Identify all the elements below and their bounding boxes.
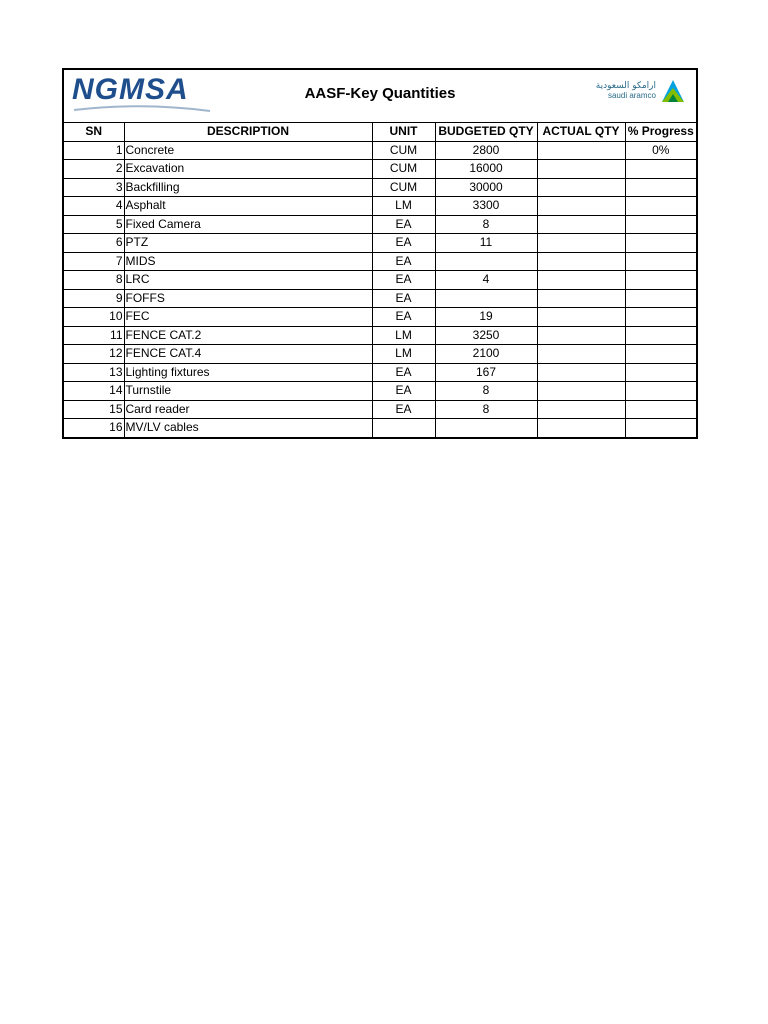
cell-progress: 0%: [625, 141, 696, 160]
table-row: [64, 234, 696, 253]
cell-sn: 9: [64, 289, 124, 308]
sheet-header: [64, 70, 696, 123]
cell-description: FEC: [124, 308, 372, 327]
cell-unit: CUM: [372, 160, 435, 179]
cell-description: Asphalt: [124, 197, 372, 216]
cell-unit: EA: [372, 382, 435, 401]
table-row: [64, 308, 696, 327]
cell-actual-qty: [537, 215, 625, 234]
cell-sn: 14: [64, 382, 124, 401]
aramco-arabic-text: ارامكو السعودية: [595, 81, 656, 91]
cell-actual-qty: [537, 252, 625, 271]
column-header-budgeted-qty: BUDGETED QTY: [435, 123, 537, 141]
cell-progress: [625, 160, 696, 179]
cell-description: Lighting fixtures: [124, 363, 372, 382]
cell-unit: EA: [372, 252, 435, 271]
cell-description: FENCE CAT.4: [124, 345, 372, 364]
cell-progress: [625, 382, 696, 401]
table-row: [64, 345, 696, 364]
cell-progress: [625, 326, 696, 345]
table-header-row: [64, 123, 696, 141]
cell-unit: LM: [372, 197, 435, 216]
cell-actual-qty: [537, 326, 625, 345]
cell-description: LRC: [124, 271, 372, 290]
aramco-logo: [596, 78, 686, 104]
cell-budgeted-qty: 11: [435, 234, 537, 253]
cell-budgeted-qty: [435, 419, 537, 437]
cell-unit: LM: [372, 326, 435, 345]
cell-unit: EA: [372, 400, 435, 419]
cell-progress: [625, 308, 696, 327]
cell-progress: [625, 234, 696, 253]
cell-actual-qty: [537, 271, 625, 290]
cell-description: Turnstile: [124, 382, 372, 401]
cell-budgeted-qty: [435, 252, 537, 271]
cell-description: Fixed Camera: [124, 215, 372, 234]
cell-budgeted-qty: 167: [435, 363, 537, 382]
page-title: AASF-Key Quantities: [304, 85, 456, 102]
ngmsa-swoosh-icon: [72, 104, 212, 114]
table-row: [64, 271, 696, 290]
cell-budgeted-qty: 30000: [435, 178, 537, 197]
cell-actual-qty: [537, 197, 625, 216]
cell-budgeted-qty: 8: [435, 400, 537, 419]
table-row: [64, 215, 696, 234]
cell-budgeted-qty: 2100: [435, 345, 537, 364]
table-row: [64, 363, 696, 382]
cell-description: FOFFS: [124, 289, 372, 308]
cell-budgeted-qty: 2800: [435, 141, 537, 160]
cell-unit: EA: [372, 289, 435, 308]
cell-actual-qty: [537, 160, 625, 179]
cell-description: MV/LV cables: [124, 419, 372, 437]
cell-sn: 2: [64, 160, 124, 179]
cell-sn: 13: [64, 363, 124, 382]
cell-sn: 3: [64, 178, 124, 197]
cell-sn: 1: [64, 141, 124, 160]
cell-sn: 4: [64, 197, 124, 216]
cell-unit: EA: [372, 234, 435, 253]
cell-sn: 16: [64, 419, 124, 437]
cell-unit: CUM: [372, 141, 435, 160]
cell-actual-qty: [537, 234, 625, 253]
cell-description: PTZ: [124, 234, 372, 253]
cell-progress: [625, 252, 696, 271]
cell-actual-qty: [537, 382, 625, 401]
cell-budgeted-qty: 8: [435, 215, 537, 234]
column-header-unit: UNIT: [372, 123, 435, 141]
cell-actual-qty: [537, 363, 625, 382]
table-row: [64, 400, 696, 419]
cell-description: MIDS: [124, 252, 372, 271]
table-row: [64, 197, 696, 216]
cell-description: Excavation: [124, 160, 372, 179]
key-quantities-sheet: [62, 68, 698, 439]
cell-sn: 8: [64, 271, 124, 290]
table-row: [64, 141, 696, 160]
cell-progress: [625, 400, 696, 419]
cell-progress: [625, 363, 696, 382]
quantities-table: [64, 123, 696, 437]
cell-budgeted-qty: 19: [435, 308, 537, 327]
cell-sn: 5: [64, 215, 124, 234]
cell-actual-qty: [537, 141, 625, 160]
cell-budgeted-qty: 8: [435, 382, 537, 401]
column-header-sn: SN: [64, 123, 124, 141]
cell-progress: [625, 215, 696, 234]
aramco-wordmark: [596, 81, 656, 101]
cell-description: FENCE CAT.2: [124, 326, 372, 345]
cell-description: Backfilling: [124, 178, 372, 197]
cell-actual-qty: [537, 289, 625, 308]
cell-description: Concrete: [124, 141, 372, 160]
column-header-progress: % Progress: [625, 123, 696, 141]
table-row: [64, 382, 696, 401]
cell-sn: 15: [64, 400, 124, 419]
cell-unit: [372, 419, 435, 437]
cell-unit: EA: [372, 308, 435, 327]
cell-progress: [625, 197, 696, 216]
cell-budgeted-qty: [435, 289, 537, 308]
ngmsa-logo: NGMSA: [72, 73, 189, 106]
cell-unit: CUM: [372, 178, 435, 197]
cell-actual-qty: [537, 419, 625, 437]
aramco-english-text: saudi aramco: [607, 91, 656, 100]
cell-unit: LM: [372, 345, 435, 364]
cell-budgeted-qty: 3300: [435, 197, 537, 216]
table-row: [64, 419, 696, 437]
cell-budgeted-qty: 4: [435, 271, 537, 290]
cell-sn: 6: [64, 234, 124, 253]
cell-actual-qty: [537, 178, 625, 197]
cell-budgeted-qty: 3250: [435, 326, 537, 345]
aramco-emblem-icon: [660, 78, 686, 104]
cell-unit: EA: [372, 215, 435, 234]
cell-progress: [625, 178, 696, 197]
column-header-description: DESCRIPTION: [124, 123, 372, 141]
table-row: [64, 289, 696, 308]
cell-budgeted-qty: 16000: [435, 160, 537, 179]
cell-sn: 10: [64, 308, 124, 327]
cell-actual-qty: [537, 345, 625, 364]
cell-sn: 12: [64, 345, 124, 364]
cell-actual-qty: [537, 400, 625, 419]
cell-progress: [625, 419, 696, 437]
table-row: [64, 326, 696, 345]
cell-actual-qty: [537, 308, 625, 327]
cell-unit: EA: [372, 363, 435, 382]
cell-progress: [625, 289, 696, 308]
table-row: [64, 252, 696, 271]
cell-progress: [625, 345, 696, 364]
table-row: [64, 160, 696, 179]
column-header-actual-qty: ACTUAL QTY: [537, 123, 625, 141]
cell-description: Card reader: [124, 400, 372, 419]
cell-sn: 11: [64, 326, 124, 345]
cell-progress: [625, 271, 696, 290]
table-row: [64, 178, 696, 197]
cell-sn: 7: [64, 252, 124, 271]
cell-unit: EA: [372, 271, 435, 290]
